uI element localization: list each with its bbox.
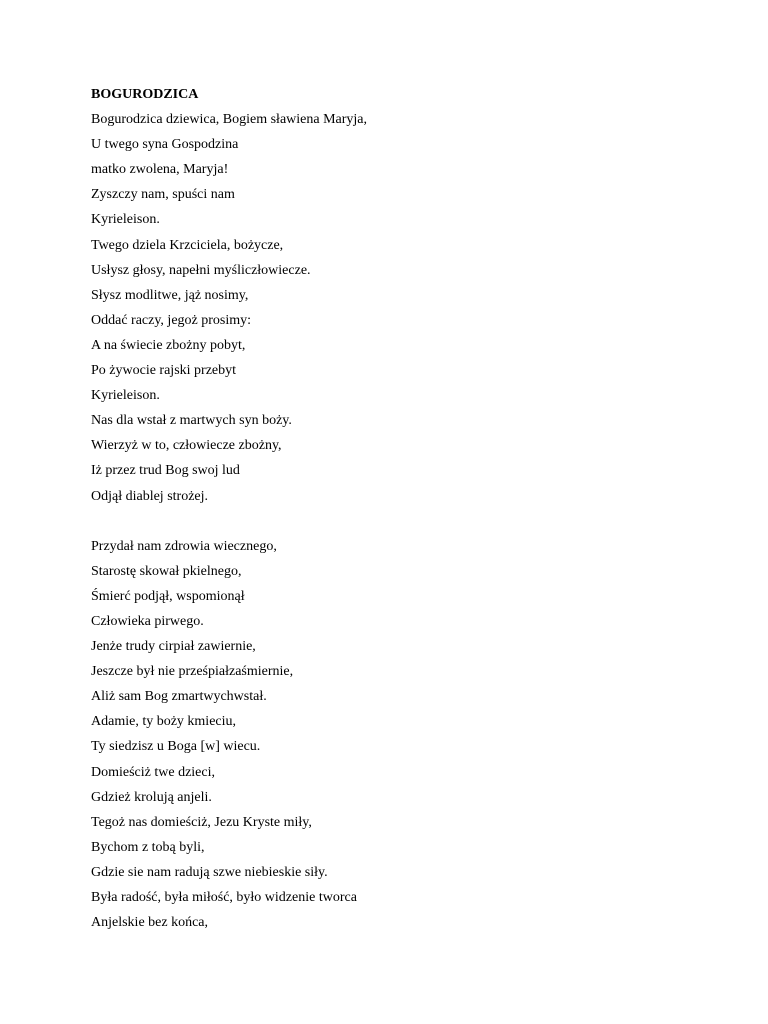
poem-line: Kyrieleison. bbox=[91, 212, 160, 228]
poem-line: Gdzież krolują anjeli. bbox=[91, 789, 212, 805]
poem-title: BOGURODZICA bbox=[91, 87, 199, 102]
poem-line: Jeszcze był nie prześpiałzaśmiernie, bbox=[91, 664, 294, 680]
poem-line: Odjął diablej strożej. bbox=[91, 488, 209, 504]
poem-line: Wierzyż w to, człowiecze zbożny, bbox=[91, 438, 282, 454]
poem-line: Po żywocie rajski przebyt bbox=[91, 363, 237, 379]
poem-line: Śmierć podjął, wspomionął bbox=[91, 588, 245, 604]
poem-line: A na świecie zbożny pobyt, bbox=[91, 337, 246, 353]
poem-line: Jenże trudy cirpiał zawiernie, bbox=[91, 639, 256, 655]
poem-line: Adamie, ty boży kmieciu, bbox=[91, 714, 237, 730]
poem-line: Domieściż twe dzieci, bbox=[91, 764, 216, 780]
poem-line: Anjelskie bez końca, bbox=[91, 915, 209, 931]
stanza-1 bbox=[91, 107, 731, 509]
poem-line: Przydał nam zdrowia wiecznego, bbox=[91, 538, 277, 554]
poem-line: Kyrieleison. bbox=[91, 388, 160, 404]
poem-line: Bogurodzica dziewica, Bogiem sławiena Maryja, bbox=[91, 112, 368, 128]
poem-line: Była radość, była miłość, było widzenie tworca bbox=[91, 890, 357, 905]
poem-line: Nas dla wstał z martwych syn boży. bbox=[91, 413, 292, 429]
poem-line: Starostę skował pkielnego, bbox=[91, 563, 242, 579]
poem-line: Ty siedzisz u Boga [w] wiecu. bbox=[91, 739, 261, 755]
poem-line: Oddać raczy, jegoż prosimy: bbox=[91, 312, 252, 328]
poem-line: Człowieka pirwego. bbox=[91, 613, 204, 629]
poem-line: Gdzie sie nam radują szwe niebieskie siły. bbox=[91, 864, 328, 880]
poem-line: Zyszczy nam, spuści nam bbox=[91, 187, 235, 203]
poem-line: U twego syna Gospodzina bbox=[91, 137, 239, 153]
poem-line: Tegoż nas domieściż, Jezu Kryste miły, bbox=[91, 814, 312, 830]
poem-line: Bychom z tobą byli, bbox=[91, 839, 205, 855]
poem-line: matko zwolena, Maryja! bbox=[91, 162, 229, 178]
poem-line: Usłysz głosy, napełni myśliczłowiecze. bbox=[91, 262, 311, 278]
stanza-2 bbox=[91, 534, 731, 936]
poem-line: Twego dziela Krzciciela, bożycze, bbox=[91, 237, 284, 253]
poem-line: Aliż sam Bog zmartwychwstał. bbox=[91, 689, 267, 705]
poem-line: Słysz modlitwe, jąż nosimy, bbox=[91, 287, 249, 303]
poem-line: Iż przez trud Bog swoj lud bbox=[91, 463, 240, 479]
poem-text bbox=[91, 82, 731, 935]
